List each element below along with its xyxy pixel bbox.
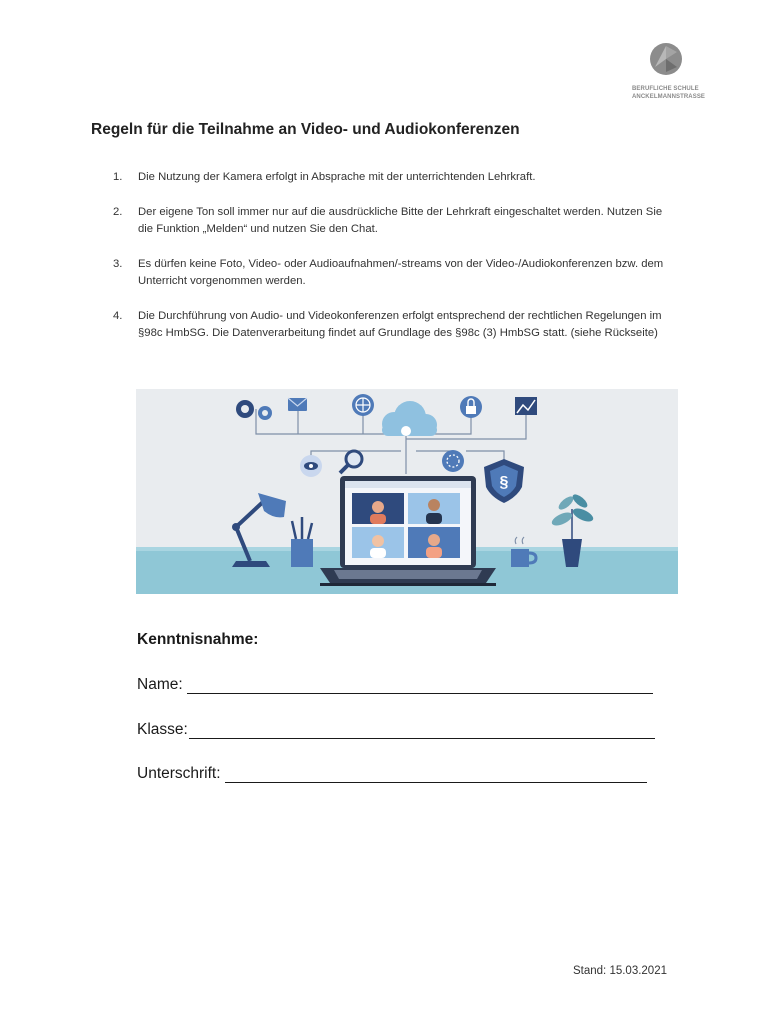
name-input-line[interactable] bbox=[187, 679, 653, 694]
eye-icon bbox=[300, 455, 322, 477]
logo-text bbox=[632, 85, 706, 101]
rule-number: 3. bbox=[113, 257, 123, 270]
class-label: Klasse: bbox=[137, 721, 188, 738]
logo-icon bbox=[649, 42, 683, 76]
lock-icon bbox=[460, 396, 482, 418]
rule-item bbox=[113, 308, 673, 343]
rule-text: Der eigene Ton soll immer nur auf die ausdrückliche Bitte der Lehrkraft eingeschaltet werden. Nutzen Sie die Funktion „Melden“ und nutzen Sie den Chat. bbox=[138, 205, 663, 235]
rules-list bbox=[113, 169, 673, 360]
rule-item bbox=[113, 256, 673, 291]
rule-item bbox=[113, 169, 673, 187]
signature-label: Unterschrift: bbox=[137, 765, 221, 782]
rule-text: Die Nutzung der Kamera erfolgt in Absprache mit der unterrichtenden Lehrkraft. bbox=[138, 171, 536, 183]
chart-icon bbox=[515, 397, 537, 415]
class-field bbox=[137, 721, 655, 739]
logo-line-2: ANCKELMANNSTRASSE bbox=[632, 94, 706, 100]
mail-icon bbox=[288, 398, 307, 411]
video-conference-illustration bbox=[136, 389, 678, 594]
rule-number: 4. bbox=[113, 309, 123, 322]
name-field bbox=[137, 676, 653, 694]
laptop-icon bbox=[320, 476, 496, 586]
name-label: Name: bbox=[137, 676, 183, 693]
signature-input-line[interactable] bbox=[225, 768, 647, 783]
acknowledgement-heading: Kenntnisnahme: bbox=[137, 631, 259, 648]
class-input-line[interactable] bbox=[189, 724, 655, 739]
logo-line-1: BERUFLICHE SCHULE bbox=[632, 86, 699, 92]
globe-icon bbox=[352, 394, 374, 416]
rule-item bbox=[113, 204, 673, 239]
document-title: Regeln für die Teilnahme an Video- und Audiokonferenzen bbox=[91, 121, 520, 138]
refresh-icon bbox=[442, 450, 464, 472]
rule-text: Es dürfen keine Foto, Video- oder Audioaufnahmen/-streams von der Video-/Audiokonferenzen bzw. dem Unterricht vorgenommen werden. bbox=[138, 257, 664, 287]
signature-field bbox=[137, 765, 647, 783]
rule-text: Die Durchführung von Audio- und Videokonferenzen erfolgt entsprechend der rechtlichen Regelungen im §98c HmbSG. Die Datenverarbeitung findet auf Grundlage des §98c (3) HmbSG statt. (siehe Rückseite) bbox=[138, 309, 662, 339]
shield-symbol: § bbox=[499, 474, 509, 491]
school-logo bbox=[632, 42, 706, 101]
document-date: Stand: 15.03.2021 bbox=[573, 965, 667, 977]
rule-number: 1. bbox=[113, 171, 123, 183]
rule-number: 2. bbox=[113, 205, 123, 218]
